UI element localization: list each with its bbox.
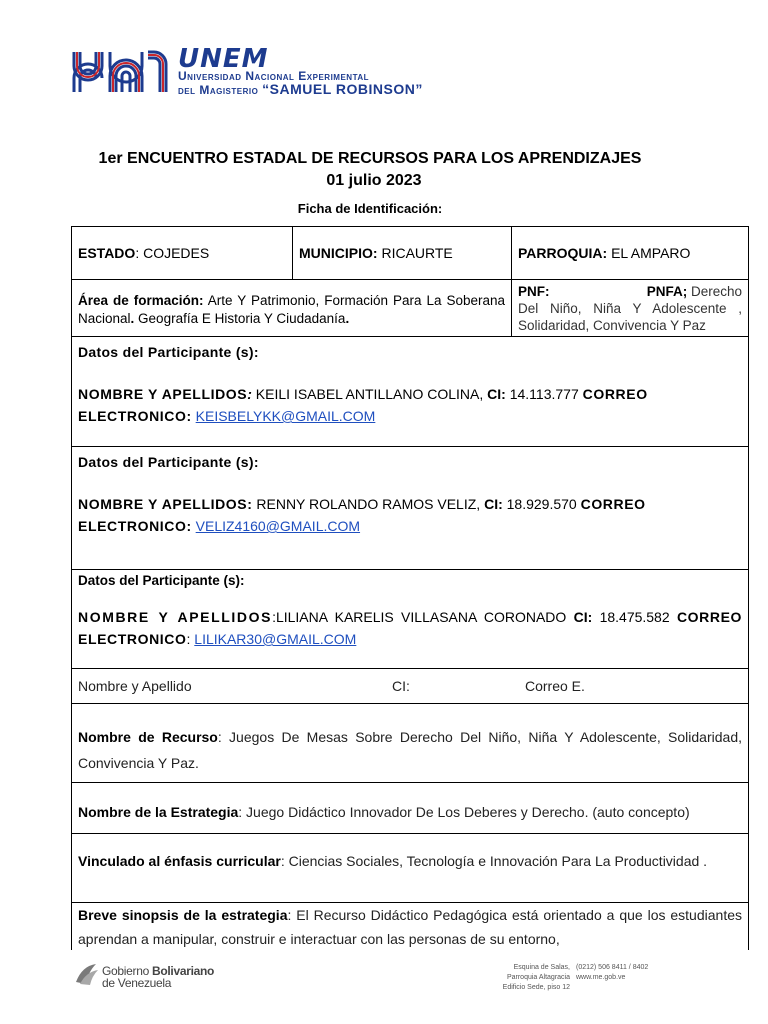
footer-address: Esquina de Salas, Parroquia Altagracia Edificio Sede, piso 12 [502, 964, 570, 991]
participant-1-ci: 14.113.777 [505, 386, 583, 402]
participant-3-ci-label: CI: [573, 609, 593, 625]
sinopsis-cell [72, 903, 748, 950]
blank-name-label: Nombre y Apellido [78, 678, 192, 694]
blank-participant-row [72, 668, 748, 703]
gobierno-text-bold: Bolivariano [152, 964, 215, 978]
enfasis-cell [72, 834, 748, 902]
sinopsis-row [72, 902, 748, 950]
pnfa-label: PNFA; [646, 284, 688, 299]
participant-1-cell: Datos del Participante (s): NOMBRE Y APELLIDOS: KEILI ISABEL ANTILLANO COLINA, CI: 14.113.777 CORREO ELECTRONICO: KEISBELYKK@GMAIL.COM [72, 337, 748, 446]
footer-contact: (0212) 506 8411 / 8402 www.me.gob.ve [576, 964, 649, 981]
participant-1-ci-label: CI: [487, 386, 506, 402]
participant-1-email-label: CORREO ELECTRONICO: [78, 386, 648, 424]
estrategia-value: : Juego Didáctico Innovador De Los Deberes y Derecho. (auto concepto) [238, 804, 690, 820]
participant-1-row [72, 336, 748, 446]
logo-magisterio-line [178, 81, 423, 97]
recurso-label: Nombre de Recurso [78, 729, 218, 745]
recurso-value: : Juegos De Mesas Sobre Derecho Del Niño, Niña Y Adolescente, Solidaridad, Convivencia Y Paz. [78, 729, 742, 771]
enfasis-label: Vinculado al énfasis curricular [78, 853, 281, 869]
participant-2-email-link[interactable]: VELIZ4160@GMAIL.COM [195, 518, 361, 534]
sinopsis-label: Breve sinopsis de la estrategia [78, 907, 288, 923]
participant-3-name: :LILIANA KARELIS VILLASANA CORONADO [272, 609, 574, 625]
ficha-heading: Ficha de Identificación: [297, 201, 443, 216]
participant-2-name-label: NOMBRE Y APELLIDOS: [78, 496, 253, 512]
participant-3-cell: Datos del Participante (s): NOMBRE Y APELLIDOS:LILIANA KARELIS VILLASANA CORONADO CI: 18.475.582 CORREO ELECTRONICO: LILIKAR30@GMAIL.COM [72, 570, 748, 668]
area-label: Área de formación: [78, 293, 204, 308]
sinopsis-value: : El Recurso Didáctico Pedagógica está orientado a que los estudiantes aprendan a manipular, construir e interactuar con las personas de su entorno, [78, 907, 742, 947]
area-row [72, 279, 748, 336]
estado-label: ESTADO [78, 245, 136, 261]
event-title: 1er ENCUENTRO ESTADAL DE RECURSOS PARA LOS APRENDIZAJES [98, 150, 642, 167]
blank-correo-label: Correo E. [525, 678, 585, 694]
logo-university-name: Universidad Nacional Experimental [178, 69, 370, 83]
participant-2-heading: Datos del Participante (s): [78, 454, 259, 470]
unem-logo [70, 46, 530, 96]
gobierno-logo [74, 962, 215, 991]
area-value-1: Arte Y Patrimonio, Formación Para La Soberana Nacional [78, 293, 505, 326]
municipio-value: RICAURTE [377, 245, 453, 261]
area-cell: Área de formación: Arte Y Patrimonio, Formación Para La Soberana Nacional. Geografía E Historia Y Ciudadanía. [78, 293, 505, 326]
recurso-cell [72, 704, 748, 782]
estado-cell [72, 227, 292, 279]
parroquia-cell [512, 227, 748, 279]
participant-2-name: RENNY ROLANDO RAMOS VELIZ, [252, 496, 485, 512]
parroquia-label: PARROQUIA: [518, 245, 608, 261]
parroquia-value: EL AMPARO [607, 245, 691, 261]
participant-3-heading: Datos del Participante (s): [78, 573, 245, 588]
logo-acronym: UNEM [178, 44, 269, 74]
participant-3-email-link[interactable]: LILIKAR30@GMAIL.COM [194, 631, 357, 647]
estrategia-label: Nombre de la Estrategia [78, 804, 239, 820]
municipio-label: MUNICIPIO: [299, 245, 378, 261]
enfasis-value: : Ciencias Sociales, Tecnología e Innovación Para La Productividad . [280, 853, 708, 869]
gobierno-text-2: de Venezuela [102, 976, 172, 990]
recurso-row [72, 703, 748, 782]
location-row [72, 226, 748, 279]
participant-1-email-link[interactable]: KEISBELYKK@GMAIL.COM [195, 408, 376, 424]
enfasis-row [72, 833, 748, 902]
municipio-cell [293, 227, 511, 279]
estado-value: : COJEDES [135, 245, 210, 261]
logo-samuel-robinson: “SAMUEL ROBINSON” [262, 81, 423, 97]
participant-3-row [72, 569, 748, 668]
pnf-label: PNF: [518, 284, 550, 299]
participant-2-cell [72, 447, 748, 569]
participant-3-ci: 18.475.582 [592, 609, 670, 625]
identification-form [71, 226, 749, 950]
estrategia-row [72, 782, 748, 833]
participant-2-ci: 18.929.570 [502, 496, 581, 512]
participant-3-email-label: CORREO ELECTRONICO [78, 609, 743, 647]
unem-logo-mark-icon [70, 46, 170, 96]
logo-magisterio-prefix: del Magisterio [178, 83, 263, 97]
event-date: 01 julio 2023 [326, 172, 422, 189]
area-value-2: Geografía E Historia Y Ciudadanía [134, 311, 346, 326]
pnfa-value-first: Derecho [687, 284, 742, 299]
gobierno-flag-icon [74, 962, 100, 986]
participant-1-name-label: NOMBRE Y APELLIDOS [78, 386, 248, 402]
participant-3-name-label: NOMBRE Y APELLIDOS [78, 609, 273, 625]
participant-2-row [72, 446, 748, 569]
estrategia-cell [72, 783, 748, 833]
pnfa-value-rest: Del Niño, Niña Y Adolescente , Solidaridad, Convivencia Y Paz [518, 301, 742, 333]
participant-2-ci-label: CI: [484, 496, 503, 512]
participant-1-heading: Datos del Participante (s): [78, 344, 259, 360]
blank-ci-label: CI: [392, 678, 410, 694]
participant-2-email-label: CORREO ELECTRONICO: [78, 496, 646, 534]
pnf-cell [512, 280, 748, 336]
gobierno-text-1: Gobierno [102, 964, 152, 978]
participant-1-name: KEILI ISABEL ANTILLANO COLINA, [255, 386, 488, 402]
